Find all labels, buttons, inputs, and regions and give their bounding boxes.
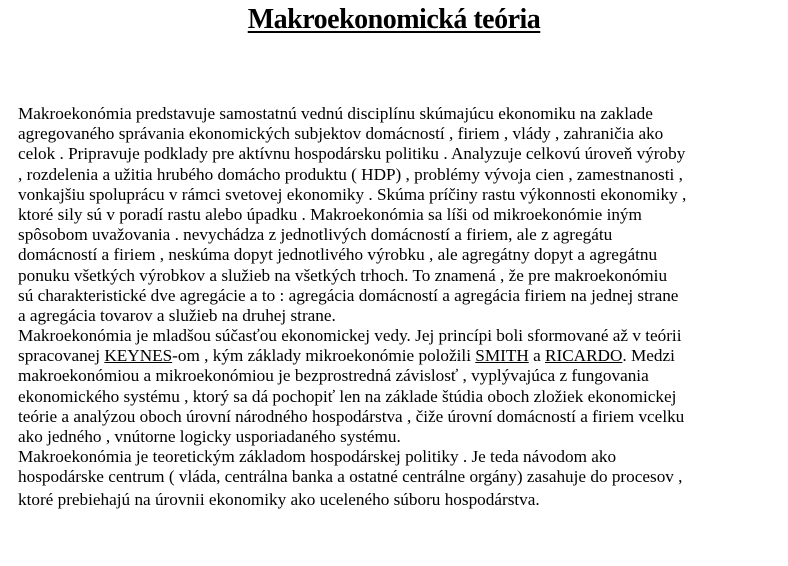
ricardo-link[interactable]: RICARDO <box>545 346 623 366</box>
text-fragment: a <box>528 346 545 366</box>
text-line: Makroekonómia je mladšou súčasťou ekonomickej vedy. Jej princípi boli sformované až v teórii <box>18 326 682 346</box>
text-line: ktoré prebiehajú na úrovnii ekonomiky ako uceleného súboru hospodárstva. <box>18 489 540 509</box>
paragraph-history <box>18 326 788 447</box>
paragraph-definition <box>18 104 788 326</box>
text-fragment: spracovanej <box>18 346 105 366</box>
article-body <box>18 104 788 510</box>
text-line: celok . Pripravuje podklady pre aktívnu hospodársku politiku . Analyzuje celkovú úroveň výroby <box>18 144 686 164</box>
text-line-with-links <box>18 346 788 366</box>
text-line: makroekonómiou a mikroekonómiou je bezprostredná závislosť , vyplývajúca z fungovania <box>18 366 649 386</box>
text-line: spôsobom uvažovania . nevychádza z jednotlivých domácností a firiem, ale z agregátu <box>18 225 613 245</box>
text-line: teórie a analýzou oboch úrovní národného hospodárstva , čiže úrovní domácností a firiem vcelku <box>18 406 685 426</box>
text-line: ktoré sily sú v poradí rastu alebo úpadku . Makroekonómia sa líši od mikroekonómie iným <box>18 204 642 224</box>
text-line: ako jedného , vnútorne logicky usporiadaného systému. <box>18 427 401 446</box>
page-title <box>0 4 788 36</box>
text-line: hospodárske centrum ( vláda, centrálna banka a ostatné centrálne orgány) zasahuje do procesov , <box>18 467 683 487</box>
smith-link[interactable]: SMITH <box>475 346 529 366</box>
page-title-text: Makroekonomická teória <box>247 4 541 35</box>
text-line: , rozdelenia a užitia hrubého domácho produktu ( HDP) , problémy vývoja cien , zamestnanosti , <box>18 164 683 184</box>
text-fragment: . Medzi <box>622 346 675 366</box>
text-line: a agregácia tovarov a služieb na druhej strane. <box>18 305 336 325</box>
text-line: ekonomického systému , ktorý sa dá pochopiť len na základe štúdia oboch zložiek ekonomickej <box>18 386 677 406</box>
text-line: Makroekonómia predstavuje samostatnú vednú disciplínu skúmajúcu ekonomiku na zaklade <box>18 104 653 123</box>
paragraph-policy <box>18 447 788 510</box>
text-line: sú charakteristické dve agregácie a to : agregácia domácností a agregácia firiem na jednej strane <box>18 285 679 305</box>
text-line: domácností a firiem , neskúma dopyt jednotlivého výrobku , ale agregátny dopyt a agregátnu <box>18 245 658 265</box>
keynes-link[interactable]: KEYNES <box>104 346 173 366</box>
text-line: vonkajšiu spoluprácu v rámci svetovej ekonomiky . Skúma príčiny rastu výkonnosti ekonomiky , <box>18 184 687 204</box>
text-line: ponuku všetkých výrobkov a služieb na všetkých trhoch. To znamená , že pre makroekonómiu <box>18 265 668 285</box>
text-line: Makroekonómia je teoretickým základom hospodárskej politiky . Je teda návodom ako <box>18 447 617 467</box>
text-fragment: -om , kým základy mikroekonómie položili <box>172 346 476 366</box>
text-line: agregovaného správania ekonomických subjektov domácností , firiem , vlády , zahraničia ako <box>18 124 664 144</box>
